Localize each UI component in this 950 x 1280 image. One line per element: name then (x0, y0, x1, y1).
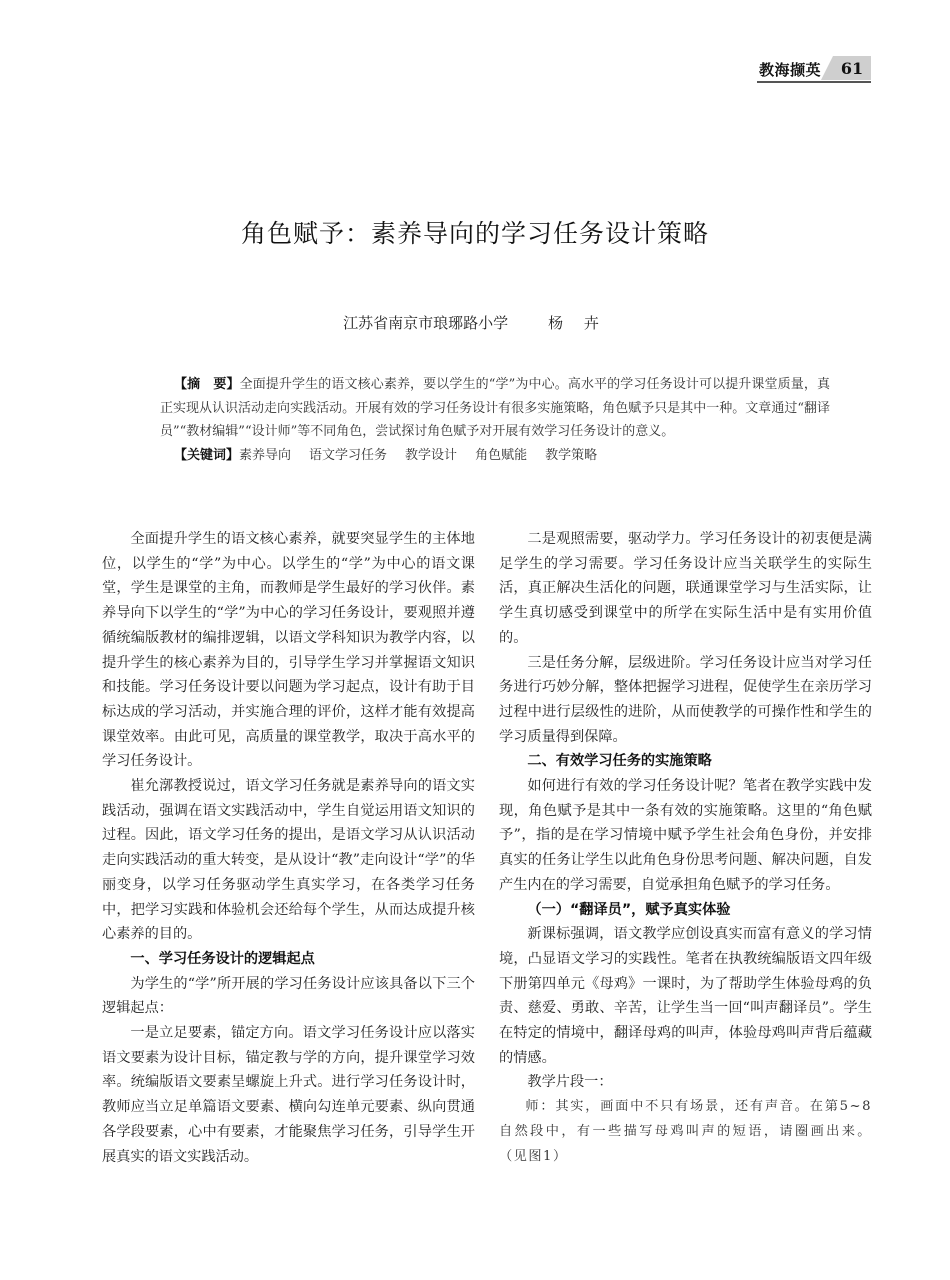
keyword: 教学设计 (405, 447, 458, 463)
teaching-excerpt: 师：其实，画面中不只有场景，还有声音。在第5~8自然段中，有一些描写母鸡叫声的短语，请圈画出来。（见图1） (499, 1099, 872, 1164)
article-title: 角色赋予：素养导向的学习任务设计策略 (240, 219, 709, 248)
author-name: 杨 卉 (548, 314, 607, 332)
abstract-paragraph (160, 373, 830, 444)
running-header (757, 56, 871, 84)
body-paragraph: 新课标强调，语文教学应创设真实而富有意义的学习情境，凸显语文学习的实践性。笔者在执教统编版语文四年级下册第四单元《母鸡》一课时，为了帮助学生体验母鸡的负责、慈爱、勇敢、辛苦，让学生当一回“叫声翻译员”。学生在特定的情境中，翻译母鸡的叫声，体验母鸡叫声背后蕴藏的情感。 (499, 926, 872, 1066)
keyword: 角色赋能 (475, 447, 528, 463)
subsection-heading: （一）“翻译员”，赋予真实体验 (527, 901, 731, 918)
left-column (102, 527, 475, 1169)
keyword: 素养导向 (239, 447, 292, 463)
section-heading: 二、有效学习任务的实施策略 (527, 753, 712, 770)
body-paragraph: 如何进行有效的学习任务设计呢？笔者在教学实践中发现，角色赋予是其中一条有效的实施策略。这里的“角色赋予”，指的是在学习情境中赋予学生社会角色身份，并安排真实的任务让学生以此角色身份思考问题、解决问题，自发产生内在的学习需要，自觉承担角色赋予的学习任务。 (499, 778, 872, 893)
page-number: 61 (833, 56, 871, 80)
body-paragraph: 崔允漷教授说过，语文学习任务就是素养导向的语文实践活动，强调在语文实践活动中，学生自觉运用语文知识的过程。因此，语文学习任务的提出，是语文学习从认识活动走向实践活动的重大转变，是从设计“教”走向设计“学”的华丽变身，以学习任务驱动学生真实学习，在各类学习任务中，把学习实践和体验机会还给每个学生，从而达成提升核心素养的目的。 (102, 778, 475, 943)
journal-section: 教海撷英 (759, 61, 822, 79)
body-paragraph: 全面提升学生的语文核心素养，就要突显学生的主体地位，以学生的“学”为中心。以学生的“学”为中心的语文课堂，学生是课堂的主角，而教师是学生最好的学习伙伴。素养导向下以学生的“学”为中心的学习任务设计，要观照并遵循统编版教材的编排逻辑，以语文学科知识为教学内容，以提升学生的核心素养为目的，引导学生学习并掌握语文知识和技能。学习任务设计要以问题为学习起点，设计有助于目标达成的学习活动，并实施合理的评价，这样才能有效提高课堂效率。由此可见，高质量的课堂教学，取决于高水平的学习任务设计。 (102, 531, 475, 770)
keyword: 教学策略 (545, 447, 598, 463)
author-line (0, 312, 950, 333)
header-rule (757, 81, 871, 83)
author-affiliation: 江苏省南京市琅琊路小学 (343, 314, 509, 332)
keywords-label: 【关键词】 (174, 447, 240, 463)
right-column (499, 527, 872, 1169)
body-paragraph: 二是观照需要，驱动学力。学习任务设计的初衷便是满足学生的学习需要。学习任务设计应当关联学生的实际生活，真正解决生活化的问题，联通课堂学习与生活实际，让学生真切感受到课堂中的所学在实际生活中是有实用价值的。 (499, 531, 872, 646)
abstract-block (160, 373, 830, 467)
keywords-line (160, 444, 830, 468)
abstract-label: 【摘 要】 (174, 377, 240, 392)
body-paragraph: 为学生的“学”所开展的学习任务设计应该具备以下三个逻辑起点： (102, 975, 475, 1017)
excerpt-label: 教学片段一： (527, 1074, 613, 1091)
body-paragraph: 三是任务分解，层级进阶。学习任务设计应当对学习任务进行巧妙分解，整体把握学习进程，促使学生在亲历学习过程中进行层级性的进阶，从而使教学的可操作性和学生的学习质量得到保障。 (499, 654, 872, 745)
section-heading: 一、学习任务设计的逻辑起点 (130, 950, 315, 967)
abstract-text: 全面提升学生的语文核心素养，要以学生的“学”为中心。高水平的学习任务设计可以提升课堂质量，真正实现从认识活动走向实践活动。开展有效的学习任务设计有很多实施策略，角色赋予只是其中一种。文章通过“翻译员”“教材编辑”“设计师”等不同角色，尝试探讨角色赋予对开展有效学习任务设计的意义。 (160, 377, 830, 439)
keyword: 语文学习任务 (309, 447, 388, 463)
body-paragraph: 一是立足要素，锚定方向。语文学习任务设计应以落实语文要素为设计目标，锚定教与学的方向，提升课堂学习效率。统编版语文要素呈螺旋上升式。进行学习任务设计时，教师应当立足单篇语文要素、横向勾连单元要素、纵向贯通各学段要素，心中有要素，才能聚焦学习任务，引导学生开展真实的语文实践活动。 (102, 1025, 475, 1165)
